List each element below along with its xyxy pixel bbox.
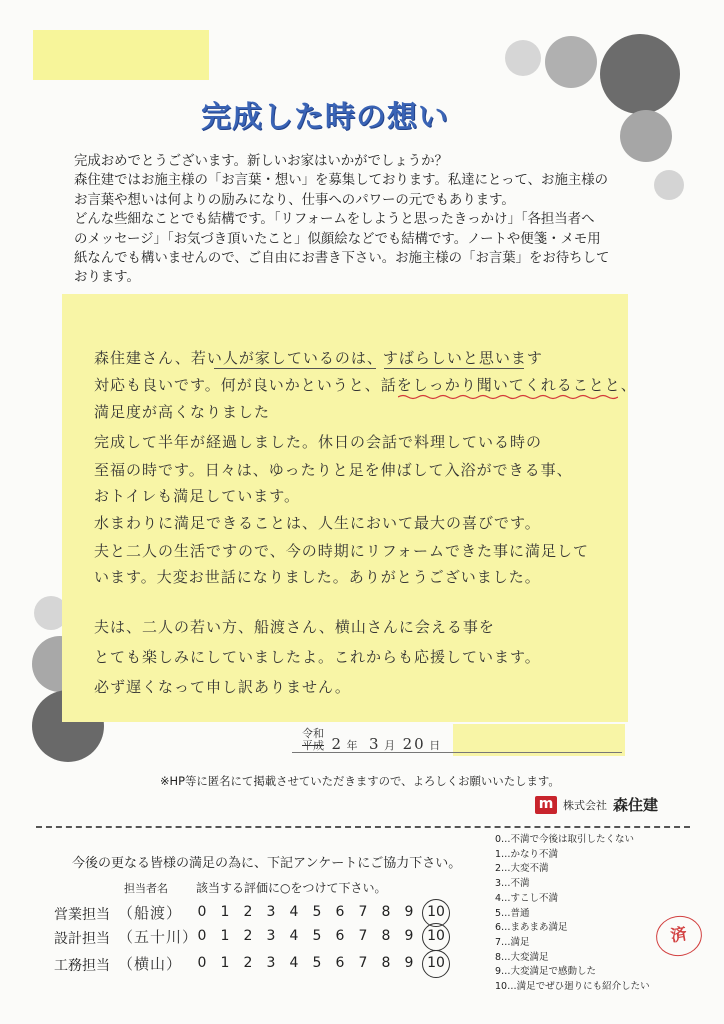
- staff-name: （横山）: [118, 955, 183, 973]
- rating-option[interactable]: 4: [289, 928, 299, 944]
- rating-option[interactable]: 0: [197, 955, 207, 971]
- rating-option[interactable]: 10: [427, 904, 445, 920]
- rating-option[interactable]: 1: [220, 904, 230, 920]
- handwritten-line: 至福の時です。日々は、ゆったりと足を伸ばして入浴ができる事、: [94, 461, 573, 479]
- rating-option[interactable]: 9: [404, 904, 414, 920]
- rating-instruction: 該当する評価に○をつけて下さい。: [196, 881, 387, 895]
- handwritten-line: 対応も良いです。何が良いかというと、話をしっかり聞いてくれることと、: [94, 376, 637, 394]
- rating-option[interactable]: 3: [266, 904, 276, 920]
- cut-line: [36, 826, 690, 828]
- date-day: 20: [402, 735, 426, 753]
- rating-option[interactable]: 5: [312, 928, 322, 944]
- underline: [384, 368, 524, 369]
- legend-item: 2…大変不満: [495, 863, 549, 875]
- handwritten-line: 森住建さん、若い人が家しているのは、すばらしいと思います: [94, 349, 543, 367]
- rating-option[interactable]: 2: [243, 955, 253, 971]
- rating-option[interactable]: 4: [289, 904, 299, 920]
- date-month-unit: 月: [384, 739, 396, 752]
- rating-option[interactable]: 6: [335, 955, 345, 971]
- rating-option[interactable]: 7: [358, 955, 368, 971]
- legend-item: 4…すこし不満: [495, 892, 559, 904]
- rating-option[interactable]: 8: [381, 904, 391, 920]
- rating-option[interactable]: 3: [266, 955, 276, 971]
- rating-option[interactable]: 0: [197, 904, 207, 920]
- legend-item: 3…不満: [495, 878, 530, 890]
- selected-rating-circle: [422, 923, 450, 951]
- checked-stamp: 済: [653, 912, 705, 959]
- name-redaction-box: [33, 30, 209, 80]
- rating-option[interactable]: 5: [312, 904, 322, 920]
- role-label: 営業担当: [54, 907, 110, 923]
- date-year-unit: 年: [346, 739, 358, 752]
- survey-row-design: [54, 928, 474, 952]
- legend-item: 7…満足: [495, 936, 530, 948]
- legend-item: 0…不満で今後は取引したくない: [495, 834, 635, 845]
- intro-line: 森住建ではお施主様の「お言葉・想い」を募集しております。私達にとって、お施主様の: [74, 173, 609, 189]
- selected-rating-circle: [422, 950, 450, 978]
- underline: [214, 368, 376, 369]
- handwritten-line: 満足度が高くなりました: [94, 403, 271, 421]
- date-day-unit: 日: [429, 739, 441, 752]
- handwritten-line: 夫と二人の生活ですので、今の時期にリフォームできた事に満足して: [94, 542, 589, 560]
- wavy-underline: [398, 394, 618, 400]
- intro-line: 紙なんでも構いませんので、ご自由にお書き下さい。お施主様の「お言葉」をお待ちして: [74, 251, 610, 267]
- rating-option[interactable]: 6: [335, 928, 345, 944]
- handwritten-line: とても楽しみにしていましたよ。これからも応援しています。: [94, 648, 541, 666]
- intro-text: [74, 152, 634, 288]
- rating-option[interactable]: 3: [266, 928, 276, 944]
- survey-heading: 今後の更なる皆様の満足の為に、下記アンケートにご協力下さい。: [72, 856, 462, 871]
- staff-name: （船渡）: [118, 904, 183, 922]
- survey-row-construction: [54, 955, 474, 979]
- handwritten-line: います。大変お世話になりました。ありがとうございました。: [94, 568, 541, 586]
- intro-line: のメッセージ」「お気づき頂いたこと」似顔絵などでも結構です。ノートや便箋・メモ用: [74, 231, 601, 247]
- company-logo-icon: m: [535, 796, 557, 814]
- handwritten-line: おトイレも満足しています。: [94, 487, 301, 505]
- deco-circle: [654, 170, 684, 200]
- date-year: 2: [331, 735, 344, 753]
- legend-item: 8…大変満足: [495, 951, 549, 963]
- survey-row-sales: [54, 904, 474, 928]
- rating-option[interactable]: 0: [197, 928, 207, 944]
- legend-item: 10…満足でぜひ廻りにも紹介したい: [495, 981, 650, 993]
- rating-option[interactable]: 8: [381, 955, 391, 971]
- handwritten-line: 必ず遅くなって申し訳ありません。: [94, 678, 351, 696]
- deco-circle: [545, 36, 597, 88]
- rating-option[interactable]: 6: [335, 904, 345, 920]
- date: [302, 727, 441, 753]
- rating-option[interactable]: 1: [220, 928, 230, 944]
- page-title: 完成した時の想い: [201, 100, 449, 135]
- rating-option[interactable]: 7: [358, 904, 368, 920]
- rating-option[interactable]: 7: [358, 928, 368, 944]
- era-handwritten: 令和: [302, 727, 324, 740]
- intro-line: お言葉や想いは何よりの励みになり、仕事へのパワーの元でもあります。: [74, 192, 515, 208]
- handwritten-line: 完成して半年が経過しました。休日の会話で料理している時の: [94, 433, 543, 451]
- legend-item: 1…かなり不満: [495, 848, 559, 860]
- rating-option[interactable]: 8: [381, 928, 391, 944]
- intro-line: おります。: [74, 270, 140, 286]
- date-month: 3: [369, 735, 381, 753]
- role-label: 工務担当: [54, 958, 110, 974]
- era-printed: 平成: [302, 739, 324, 752]
- rating-legend: [495, 833, 650, 995]
- rating-option[interactable]: 10: [427, 955, 445, 971]
- company-signature: [535, 794, 658, 815]
- rating-option[interactable]: 2: [243, 904, 253, 920]
- legend-item: 5…普通: [495, 907, 530, 919]
- rating-option[interactable]: 9: [404, 955, 414, 971]
- rating-option[interactable]: 10: [427, 928, 445, 944]
- intro-line: 完成おめでとうございます。新しいお家はいかがでしょうか？: [74, 154, 448, 169]
- legend-item: 6…まあまあ満足: [495, 922, 568, 934]
- company-prefix: 株式会社: [563, 798, 607, 812]
- handwritten-line: 水まわりに満足できることは、人生において最大の喜びです。: [94, 514, 541, 532]
- anonymous-note: ※HP等に匿名にて掲載させていただきますので、よろしくお願いいたします。: [160, 774, 560, 788]
- handwritten-line: 夫は、二人の若い方、船渡さん、横山さんに会える事を: [94, 618, 495, 636]
- rating-option[interactable]: 2: [243, 928, 253, 944]
- staff-name: （五十川）: [118, 928, 199, 946]
- rating-option[interactable]: 4: [289, 955, 299, 971]
- intro-line: どんな些細なことでも結構です。「リフォームをしようと思ったきっかけ」「各担当者へ: [74, 212, 595, 228]
- deco-circle: [505, 40, 541, 76]
- name-column-header: 担当者名: [124, 882, 168, 895]
- rating-option[interactable]: 5: [312, 955, 322, 971]
- rating-option[interactable]: 1: [220, 955, 230, 971]
- role-label: 設計担当: [54, 931, 110, 947]
- legend-item: 9…大変満足で感動した: [495, 966, 597, 978]
- rating-option[interactable]: 9: [404, 928, 414, 944]
- company-name: 森住建: [613, 796, 659, 814]
